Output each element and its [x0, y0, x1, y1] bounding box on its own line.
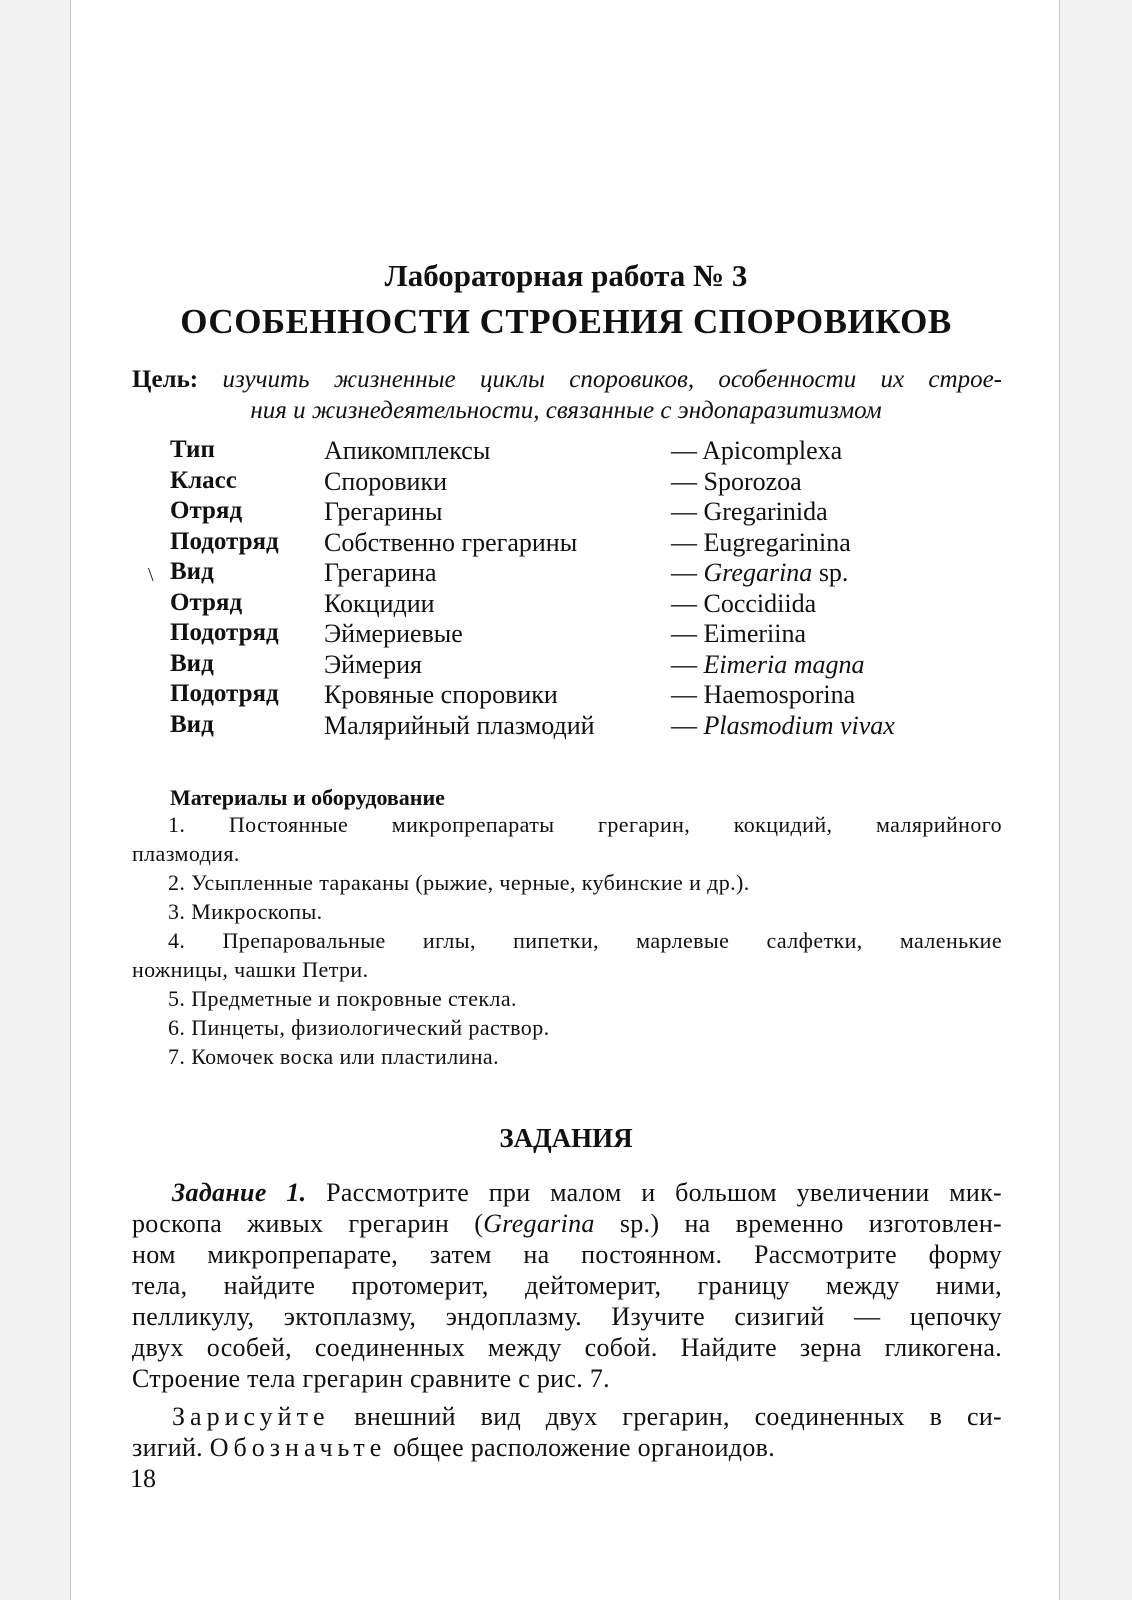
materials-heading: Материалы и оборудование: [170, 785, 445, 810]
taxon-dash: —: [671, 588, 697, 618]
taxon-latin-text: Gregarina: [703, 558, 813, 587]
taxon-latin-name: [671, 467, 802, 497]
taxon-russian-name: Грегарины: [324, 497, 443, 526]
task1-line: двух особей, соединенных между собой. Найдите зерна гликогена.: [132, 1333, 1002, 1362]
goal-line-2: ния и жизнедеятельности, связанные с эндопаразитизмом: [250, 397, 882, 424]
taxon-dash: —: [671, 466, 697, 496]
taxon-dash: —: [671, 649, 697, 679]
materials-line: 4. Препаровальные иглы, пипетки, марлевые салфетки, маленькие: [168, 928, 1002, 953]
goal-text-1: изучить жизненные циклы споровиков, особенности их строе-: [222, 366, 1002, 393]
taxon-latin-name: [671, 711, 895, 741]
taxon-dash: —: [671, 558, 697, 587]
taxonomy-row: [0, 589, 1132, 619]
task1-line: тела, найдите протомерит, дейтомерит, границу между ними,: [132, 1271, 1002, 1300]
taxon-russian-name: Апикомплексы: [324, 436, 491, 465]
taxon-latin-text: Coccidiida: [703, 588, 817, 618]
goal-line-1: [132, 366, 1002, 394]
taxon-rank: Подотряд: [170, 527, 279, 555]
lab-title: Лабораторная работа № 3: [384, 258, 748, 293]
materials-line: 6. Пинцеты, физиологический раствор.: [168, 1015, 550, 1040]
taxon-rank: Вид: [170, 558, 214, 585]
task1-label: Задание 1.: [172, 1178, 307, 1207]
taxon-russian-name: Кокцидии: [324, 588, 435, 618]
taxon-latin-text: Eimeriina: [703, 619, 807, 648]
goal-label: Цель:: [132, 366, 199, 393]
taxon-latin-name: [671, 558, 848, 588]
taxon-latin-text: Eugregarinina: [703, 527, 851, 557]
taxonomy-row: [0, 650, 1132, 680]
taxon-latin-text: Sporozoa: [703, 466, 802, 496]
materials-line: ножницы, чашки Петри.: [132, 957, 369, 982]
taxon-latin-text: Eimeria magna: [703, 649, 865, 679]
materials-line: 1. Постоянные микропрепараты грегарин, кокцидий, малярийного: [168, 812, 1002, 837]
draw-instruction-line: зигий. Обозначьте общее расположение органоидов.: [132, 1433, 776, 1462]
tasks-heading: ЗАДАНИЯ: [499, 1123, 633, 1153]
taxonomy-row: [0, 558, 1132, 588]
taxon-latin-name: [671, 680, 855, 710]
taxonomy-row: [0, 680, 1132, 710]
taxon-russian-name: Эймерия: [324, 649, 422, 679]
taxon-latin-text: Gregarinida: [703, 497, 828, 526]
taxon-russian-name: Грегарина: [324, 558, 437, 587]
handwritten-check-mark: \: [148, 564, 154, 586]
taxonomy-row: [0, 711, 1132, 741]
taxon-latin-name: [671, 619, 806, 649]
taxon-dash: —: [671, 619, 697, 648]
taxon-rank: Подотряд: [170, 619, 279, 646]
taxon-russian-name: Споровики: [324, 466, 447, 496]
taxon-dash: —: [671, 680, 697, 709]
materials-line: 2. Усыпленные тараканы (рыжие, черные, кубинские и др.).: [168, 870, 750, 895]
taxon-dash: —: [671, 710, 697, 740]
materials-line: плазмодия.: [132, 841, 240, 866]
taxon-latin-text: Haemosporina: [703, 680, 856, 709]
page-topic-title: ОСОБЕННОСТИ СТРОЕНИЯ СПОРОВИКОВ: [180, 302, 952, 341]
taxonomy-row: [0, 619, 1132, 649]
taxon-rank: Тип: [170, 436, 215, 463]
materials-line: 5. Предметные и покровные стекла.: [168, 986, 517, 1011]
taxon-russian-name: Малярийный плазмодий: [324, 710, 595, 740]
draw-instruction-line: Зарисуйте внешний вид двух грегарин, соединенных в си-: [172, 1402, 1002, 1431]
taxon-rank: Класс: [170, 466, 237, 494]
taxon-dash: —: [671, 527, 697, 557]
taxon-dash: —: [671, 497, 697, 526]
taxon-rank: Вид: [170, 649, 214, 677]
taxon-russian-name: Эймериевые: [324, 619, 463, 648]
task1-line: Задание 1. Рассмотрите при малом и большом увеличении мик-: [172, 1178, 1002, 1207]
taxon-rank: Вид: [170, 710, 214, 738]
taxonomy-row: [0, 467, 1132, 497]
task1-line: ном микропрепарате, затем на постоянном. Рассмотрите форму: [132, 1240, 1002, 1269]
taxon-latin-suffix: sp.: [812, 558, 849, 587]
task1-line: Строение тела грегарин сравните с рис. 7.: [132, 1364, 610, 1393]
taxon-latin-name: [671, 497, 828, 527]
taxon-latin-name: [671, 650, 865, 680]
taxon-rank: Отряд: [170, 497, 243, 524]
taxon-russian-name: Кровяные споровики: [324, 680, 558, 709]
materials-line: 7. Комочек воска или пластилина.: [168, 1044, 499, 1069]
taxon-russian-name: Собственно грегарины: [324, 527, 578, 557]
taxonomy-row: [0, 497, 1132, 527]
task1-line: роскопа живых грегарин (Gregarina sp.) на временно изготовлен-: [132, 1209, 1003, 1238]
taxonomy-row: [0, 528, 1132, 558]
task1-line: пелликулу, эктоплазму, эндоплазму. Изучите сизигий — цепочку: [132, 1302, 1002, 1331]
taxon-latin-name: [671, 528, 851, 558]
taxon-latin-name: [671, 436, 842, 466]
taxon-latin-text: Apicomplexa: [702, 436, 843, 465]
page-number: 18: [130, 1464, 156, 1493]
taxonomy-row: [0, 436, 1132, 466]
materials-line: 3. Микроскопы.: [168, 899, 323, 924]
taxon-rank: Подотряд: [170, 680, 279, 707]
taxon-latin-text: Plasmodium vivax: [703, 710, 895, 740]
taxon-latin-name: [671, 589, 816, 619]
taxon-dash: —: [671, 436, 697, 465]
taxon-rank: Отряд: [170, 588, 243, 616]
